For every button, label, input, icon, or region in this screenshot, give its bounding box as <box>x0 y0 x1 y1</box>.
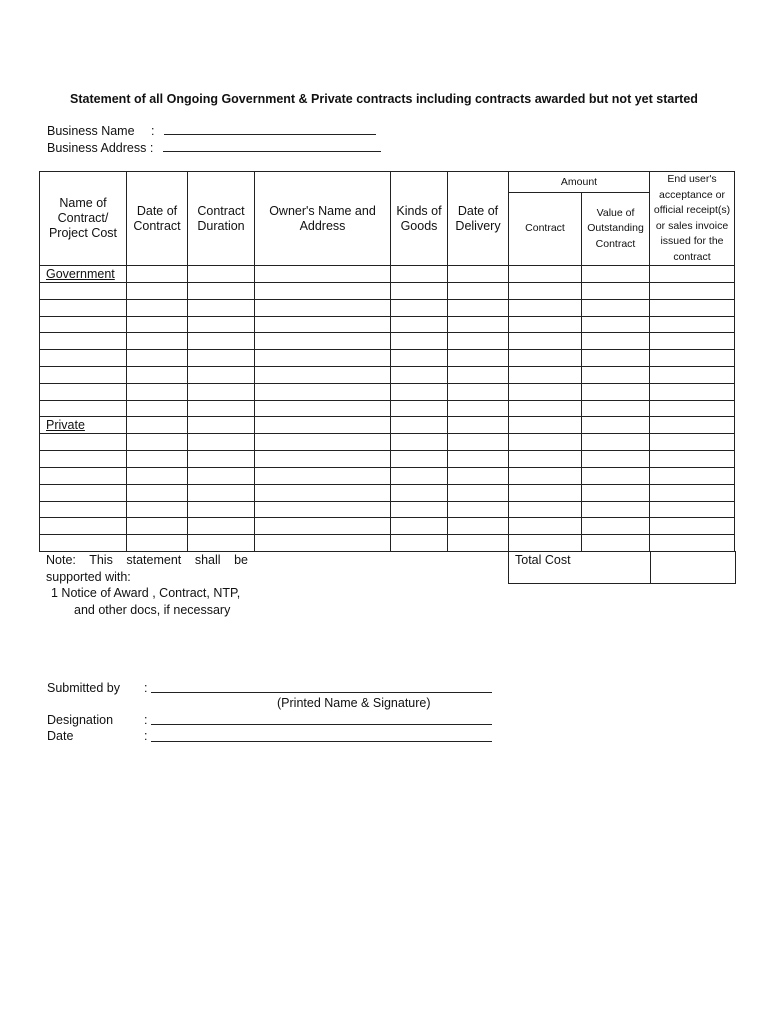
total-cost-label: Total Cost <box>509 552 651 584</box>
table-cell[interactable] <box>650 518 735 535</box>
table-cell[interactable] <box>255 333 391 350</box>
table-cell[interactable] <box>448 518 509 535</box>
table-cell[interactable] <box>188 283 255 300</box>
table-cell[interactable] <box>188 333 255 350</box>
designation-label: Designation <box>47 713 114 727</box>
table-cell[interactable] <box>448 316 509 333</box>
total-cost-table <box>508 551 736 584</box>
table-row <box>40 283 735 300</box>
table-cell[interactable] <box>448 400 509 417</box>
government-section <box>40 266 735 417</box>
designation-separator: : <box>144 713 148 727</box>
table-cell[interactable] <box>127 535 188 552</box>
table-cell[interactable] <box>255 484 391 501</box>
business-address-label: Business Address : <box>47 141 154 155</box>
table-cell[interactable] <box>509 283 582 300</box>
table-cell[interactable] <box>391 383 448 400</box>
table-cell[interactable] <box>40 299 127 316</box>
table-row <box>40 333 735 350</box>
table-cell[interactable] <box>650 316 735 333</box>
private-section <box>40 417 735 552</box>
submitted-by-label: Submitted by <box>47 681 120 695</box>
table-cell[interactable] <box>255 366 391 383</box>
table-cell[interactable] <box>509 417 582 434</box>
table-cell[interactable] <box>255 501 391 518</box>
table-cell[interactable] <box>582 518 650 535</box>
table-cell[interactable] <box>650 467 735 484</box>
contracts-table <box>39 171 735 552</box>
table-cell[interactable] <box>127 434 188 451</box>
table-cell[interactable] <box>509 434 582 451</box>
table-cell[interactable] <box>127 400 188 417</box>
table-cell[interactable] <box>127 417 188 434</box>
table-cell[interactable] <box>391 333 448 350</box>
table-cell[interactable] <box>582 366 650 383</box>
table-cell[interactable] <box>255 283 391 300</box>
table-cell[interactable] <box>582 434 650 451</box>
table-cell[interactable] <box>127 266 188 283</box>
table-cell[interactable] <box>582 400 650 417</box>
header-owner-name-address: Owner's Name and Address <box>255 172 391 266</box>
table-cell[interactable] <box>448 283 509 300</box>
table-cell[interactable] <box>391 501 448 518</box>
table-cell[interactable] <box>391 417 448 434</box>
table-cell[interactable] <box>40 366 127 383</box>
table-cell[interactable] <box>40 434 127 451</box>
header-end-user-acceptance: End user's acceptance or official receipt(s) or sales invoice issued for the contract <box>650 172 735 266</box>
header-date-of-delivery: Date of Delivery <box>448 172 509 266</box>
table-cell[interactable] <box>255 400 391 417</box>
note-item-1: 1 Notice of Award , Contract, NTP, <box>51 586 241 600</box>
table-cell[interactable] <box>391 366 448 383</box>
table-cell[interactable] <box>391 434 448 451</box>
table-cell[interactable] <box>391 484 448 501</box>
total-cost-value-field[interactable] <box>651 552 736 584</box>
table-cell[interactable] <box>188 518 255 535</box>
date-label: Date <box>47 729 74 743</box>
table-cell[interactable] <box>448 417 509 434</box>
table-cell[interactable] <box>650 299 735 316</box>
table-cell[interactable] <box>127 333 188 350</box>
table-cell[interactable] <box>391 467 448 484</box>
date-separator: : <box>144 729 148 743</box>
table-cell[interactable] <box>448 383 509 400</box>
table-cell[interactable] <box>188 266 255 283</box>
table-cell[interactable] <box>40 484 127 501</box>
table-cell[interactable] <box>448 467 509 484</box>
table-cell[interactable] <box>391 316 448 333</box>
table-row <box>40 467 735 484</box>
table-cell[interactable] <box>448 434 509 451</box>
table-cell[interactable] <box>127 484 188 501</box>
header-date-of-contract: Date of Contract <box>127 172 188 266</box>
table-row <box>40 400 735 417</box>
table-cell[interactable] <box>448 451 509 468</box>
table-cell[interactable] <box>127 383 188 400</box>
table-cell[interactable] <box>650 451 735 468</box>
table-row <box>40 451 735 468</box>
table-cell[interactable] <box>255 467 391 484</box>
table-cell[interactable] <box>391 283 448 300</box>
table-cell[interactable] <box>127 501 188 518</box>
table-cell[interactable] <box>650 283 735 300</box>
table-cell[interactable] <box>391 451 448 468</box>
table-cell[interactable] <box>448 501 509 518</box>
table-row <box>40 316 735 333</box>
table-cell[interactable] <box>509 266 582 283</box>
table-cell[interactable] <box>650 333 735 350</box>
table-cell[interactable] <box>127 451 188 468</box>
table-cell[interactable] <box>582 266 650 283</box>
document-title: Statement of all Ongoing Government & Private contracts including contracts awarded but not yet started <box>70 92 698 106</box>
table-cell[interactable] <box>40 518 127 535</box>
table-cell[interactable] <box>391 350 448 367</box>
table-cell[interactable] <box>582 383 650 400</box>
table-cell[interactable] <box>509 518 582 535</box>
table-cell[interactable] <box>650 383 735 400</box>
table-cell[interactable] <box>509 451 582 468</box>
table-cell[interactable] <box>127 299 188 316</box>
table-row <box>40 366 735 383</box>
table-cell[interactable] <box>255 535 391 552</box>
table-cell[interactable] <box>448 266 509 283</box>
note-item-1-continued: and other docs, if necessary <box>74 602 231 617</box>
table-cell[interactable] <box>391 400 448 417</box>
table-cell[interactable] <box>188 316 255 333</box>
table-cell[interactable] <box>188 434 255 451</box>
table-row <box>40 299 735 316</box>
table-cell[interactable] <box>127 316 188 333</box>
header-contract-amount: Contract <box>509 193 582 266</box>
designation-field[interactable] <box>151 724 492 725</box>
table-cell[interactable] <box>40 535 127 552</box>
table-cell[interactable] <box>255 266 391 283</box>
table-cell[interactable] <box>40 383 127 400</box>
table-cell[interactable] <box>40 333 127 350</box>
business-address-field[interactable] <box>163 151 381 152</box>
table-cell[interactable] <box>650 266 735 283</box>
table-cell[interactable] <box>509 366 582 383</box>
table-cell[interactable] <box>582 299 650 316</box>
table-cell[interactable] <box>255 299 391 316</box>
table-cell[interactable] <box>188 350 255 367</box>
table-cell[interactable] <box>188 299 255 316</box>
table-cell[interactable] <box>127 366 188 383</box>
business-name-field[interactable] <box>164 134 376 135</box>
table-cell[interactable] <box>650 400 735 417</box>
section-label-private: Private <box>40 417 127 434</box>
table-cell[interactable] <box>509 400 582 417</box>
table-cell[interactable] <box>40 283 127 300</box>
table-cell[interactable] <box>509 333 582 350</box>
submitted-by-field[interactable] <box>151 692 492 693</box>
table-cell[interactable] <box>448 484 509 501</box>
table-cell[interactable] <box>40 350 127 367</box>
business-name-separator: : <box>151 124 155 138</box>
table-cell[interactable] <box>509 350 582 367</box>
table-cell[interactable] <box>255 383 391 400</box>
table-cell[interactable] <box>40 501 127 518</box>
table-cell[interactable] <box>255 316 391 333</box>
note-line-1: Note: This statement shall be <box>46 553 248 567</box>
table-cell[interactable] <box>127 518 188 535</box>
printed-name-hint: (Printed Name & Signature) <box>277 696 431 710</box>
table-cell[interactable] <box>448 350 509 367</box>
header-amount: Amount <box>509 172 650 193</box>
table-cell[interactable] <box>582 467 650 484</box>
table-cell[interactable] <box>582 316 650 333</box>
table-cell[interactable] <box>255 350 391 367</box>
header-kinds-of-goods: Kinds of Goods <box>391 172 448 266</box>
table-cell[interactable] <box>582 501 650 518</box>
table-cell[interactable] <box>255 451 391 468</box>
table-cell[interactable] <box>391 535 448 552</box>
table-cell[interactable] <box>650 535 735 552</box>
header-outstanding-value: Value of Outstanding Contract <box>582 193 650 266</box>
table-cell[interactable] <box>255 417 391 434</box>
section-label-government: Government <box>40 266 127 283</box>
table-cell[interactable] <box>188 535 255 552</box>
table-row <box>40 434 735 451</box>
table-cell[interactable] <box>650 366 735 383</box>
table-row <box>40 535 735 552</box>
header-contract-duration: Contract Duration <box>188 172 255 266</box>
table-cell[interactable] <box>582 350 650 367</box>
table-cell[interactable] <box>391 266 448 283</box>
table-row <box>40 501 735 518</box>
table-cell[interactable] <box>127 283 188 300</box>
table-cell[interactable] <box>255 434 391 451</box>
table-cell[interactable] <box>127 467 188 484</box>
table-cell[interactable] <box>509 316 582 333</box>
table-cell[interactable] <box>255 518 391 535</box>
table-cell[interactable] <box>40 451 127 468</box>
table-cell[interactable] <box>509 299 582 316</box>
note-block <box>46 552 248 618</box>
table-cell[interactable] <box>582 484 650 501</box>
table-cell[interactable] <box>650 434 735 451</box>
table-cell[interactable] <box>127 350 188 367</box>
table-row <box>40 350 735 367</box>
note-line-2: supported with: <box>46 569 131 584</box>
table-cell[interactable] <box>391 299 448 316</box>
table-cell[interactable] <box>509 383 582 400</box>
table-cell[interactable] <box>509 501 582 518</box>
table-cell[interactable] <box>188 501 255 518</box>
table-cell[interactable] <box>650 417 735 434</box>
table-cell[interactable] <box>509 467 582 484</box>
table-cell[interactable] <box>40 316 127 333</box>
table-cell[interactable] <box>188 400 255 417</box>
table-cell[interactable] <box>650 501 735 518</box>
table-cell[interactable] <box>448 333 509 350</box>
table-cell[interactable] <box>448 366 509 383</box>
table-cell[interactable] <box>650 350 735 367</box>
table-cell[interactable] <box>448 535 509 552</box>
header-name-of-contract: Name of Contract/ Project Cost <box>40 172 127 266</box>
table-cell[interactable] <box>582 535 650 552</box>
table-cell[interactable] <box>40 467 127 484</box>
table-cell[interactable] <box>188 366 255 383</box>
business-name-label: Business Name <box>47 124 135 138</box>
table-row <box>40 518 735 535</box>
table-cell[interactable] <box>582 451 650 468</box>
table-cell[interactable] <box>582 333 650 350</box>
submitted-by-separator: : <box>144 681 148 695</box>
table-cell[interactable] <box>582 283 650 300</box>
date-field[interactable] <box>151 741 492 742</box>
table-row <box>40 484 735 501</box>
table-cell[interactable] <box>188 451 255 468</box>
table-cell[interactable] <box>509 484 582 501</box>
table-cell[interactable] <box>188 417 255 434</box>
table-cell[interactable] <box>188 467 255 484</box>
table-cell[interactable] <box>391 518 448 535</box>
table-cell[interactable] <box>40 400 127 417</box>
table-cell[interactable] <box>448 299 509 316</box>
table-row <box>40 383 735 400</box>
table-cell[interactable] <box>582 417 650 434</box>
table-cell[interactable] <box>650 484 735 501</box>
table-cell[interactable] <box>188 484 255 501</box>
table-cell[interactable] <box>509 535 582 552</box>
table-cell[interactable] <box>188 383 255 400</box>
